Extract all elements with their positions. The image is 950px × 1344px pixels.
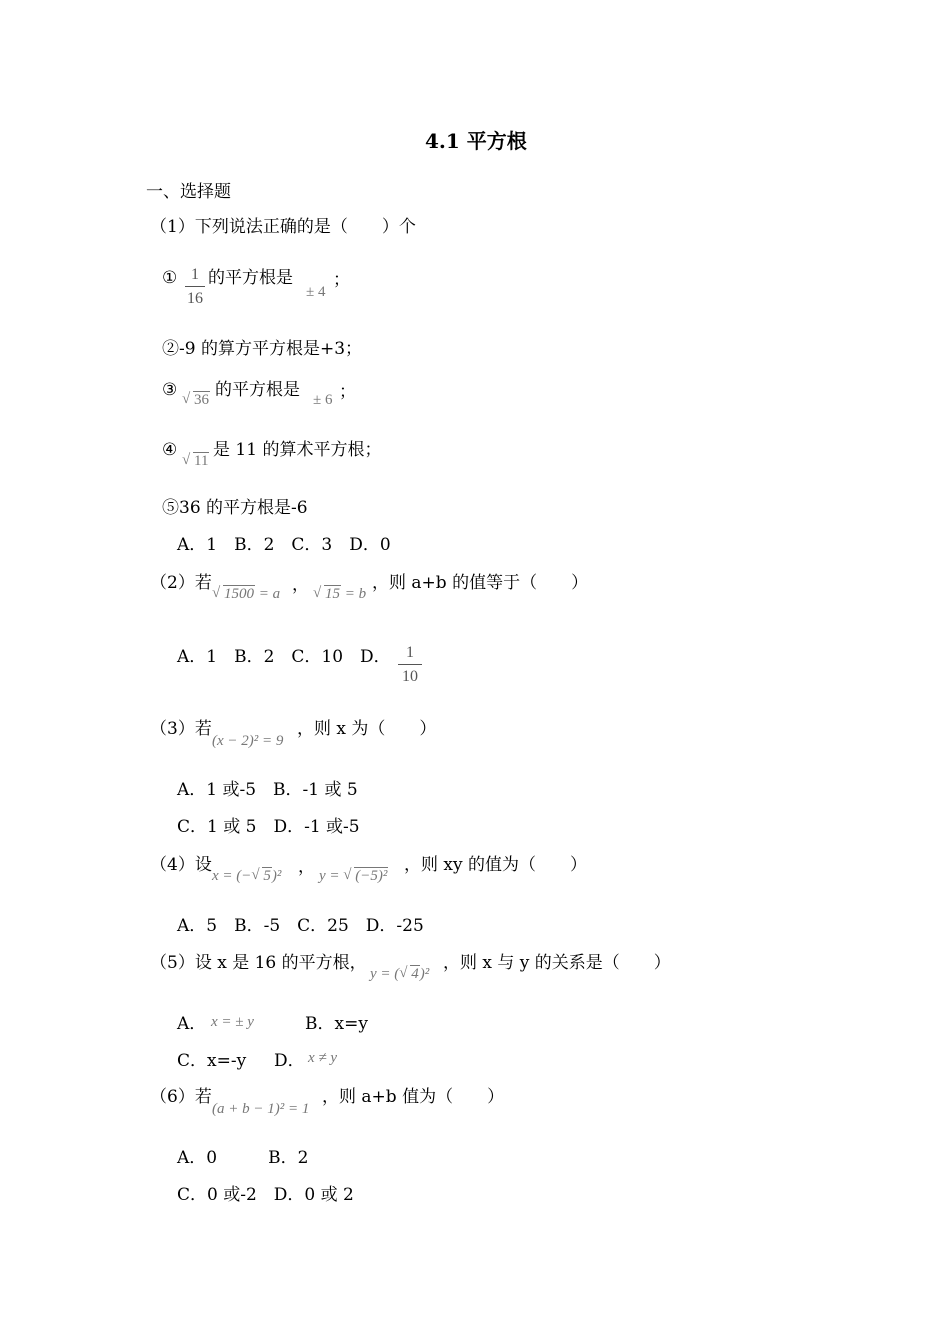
fraction-denominator: 16	[187, 290, 203, 307]
q3-math: (x − 2)² = 9	[212, 733, 284, 749]
q2-math-b-rest: = b	[341, 586, 367, 602]
q1-statement-1-fraction	[185, 266, 205, 308]
q5-option-a-label: A．	[177, 1014, 207, 1034]
q4-math-x-left: x = (−	[212, 868, 252, 884]
q2-prefix: （2）若	[150, 573, 212, 593]
q5-math-right: )²	[419, 966, 430, 982]
q5-math	[370, 964, 429, 984]
q2-math-b	[313, 584, 366, 604]
q1-statement-3-number: ③	[162, 380, 178, 400]
q3-prefix: （3）若	[150, 719, 212, 739]
q1-options: A．1 B．2 C．3 D．0	[177, 535, 391, 555]
q5-option-d-label: D．	[274, 1051, 305, 1071]
radicand: 15	[325, 586, 340, 602]
fraction-denominator: 10	[402, 668, 418, 685]
q4-math-x	[212, 866, 281, 886]
fraction-numerator: 1	[406, 644, 414, 661]
q4-comma: ，	[298, 857, 315, 877]
q1-statement-3-end: ；	[339, 382, 356, 402]
q3-suffix: ，则 x 为（ ）	[297, 719, 437, 739]
q1-statement-3-sqrt	[182, 390, 210, 410]
radicand: (−5)²	[355, 868, 388, 884]
q1-statement-1-text: 的平方根是	[208, 268, 293, 288]
q2-comma: ，	[292, 575, 309, 595]
q6-options-row-1: A．0 B．2	[177, 1148, 309, 1168]
q2-math-a	[212, 584, 280, 604]
q1-statement-1-end: ；	[333, 270, 350, 290]
q6-prefix: （6）若	[150, 1087, 212, 1107]
q5-option-d-math: x ≠ y	[308, 1050, 338, 1066]
fraction-bar	[398, 664, 422, 665]
q1-statement-1-number: ①	[162, 268, 178, 288]
radicand: 36	[194, 392, 209, 408]
q5-option-c: C．x=-y	[177, 1051, 247, 1071]
q1-stem: （1）下列说法正确的是（ ）个	[150, 217, 416, 237]
q5-option-b: B．x=y	[305, 1014, 368, 1034]
q6-suffix: ，则 a+b 值为（ ）	[322, 1087, 505, 1107]
q4-math-y	[319, 866, 388, 886]
q6-options-row-2: C．0 或-2 D．0 或 2	[177, 1185, 354, 1205]
q6-math: (a + b − 1)² = 1	[212, 1101, 310, 1117]
q1-statement-3-math: ± 6	[313, 392, 333, 408]
q2-math-a-rest: = a	[255, 586, 281, 602]
q1-statement-1-math: ± 4	[306, 284, 326, 300]
radicand: 4	[411, 966, 419, 982]
q5-math-left: y = (	[370, 966, 400, 982]
q1-statement-4-number: ④	[162, 440, 178, 460]
q5-suffix: ，则 x 与 y 的关系是（ ）	[443, 953, 671, 973]
q4-math-y-left: y =	[319, 868, 344, 884]
q1-statement-4-sqrt	[182, 451, 209, 471]
q1-statement-3-text: 的平方根是	[215, 380, 300, 400]
radicand: 11	[194, 453, 209, 469]
q3-options-row-2: C．1 或 5 D．-1 或-5	[177, 817, 360, 837]
section-heading: 一、选择题	[146, 182, 231, 202]
q5-option-a-math: x = ± y	[211, 1014, 254, 1030]
q2-suffix: ，则 a+b 的值等于（ ）	[372, 573, 589, 593]
fraction-numerator: 1	[191, 266, 199, 283]
q1-statement-2: ②-9 的算方平方根是+3；	[162, 339, 363, 359]
q4-prefix: （4）设	[150, 855, 212, 875]
radicand: 1500	[224, 586, 254, 602]
q4-math-x-right: )²	[271, 868, 282, 884]
q1-statement-5: ⑤36 的平方根是-6	[162, 498, 308, 518]
q5-prefix: （5）设 x 是 16 的平方根，	[150, 953, 367, 973]
q2-option-d-fraction	[398, 644, 422, 686]
q2-options: A．1 B．2 C．10 D．	[177, 647, 391, 667]
fraction-bar	[185, 286, 205, 287]
q4-suffix: ，则 xy 的值为（ ）	[404, 855, 587, 875]
q1-statement-4-text: 是 11 的算术平方根；	[213, 440, 382, 460]
q3-options-row-1: A．1 或-5 B．-1 或 5	[177, 780, 358, 800]
radicand: 5	[263, 868, 271, 884]
page-title: 4.1 平方根	[425, 129, 527, 153]
q4-options: A．5 B．-5 C．25 D．-25	[177, 916, 424, 936]
